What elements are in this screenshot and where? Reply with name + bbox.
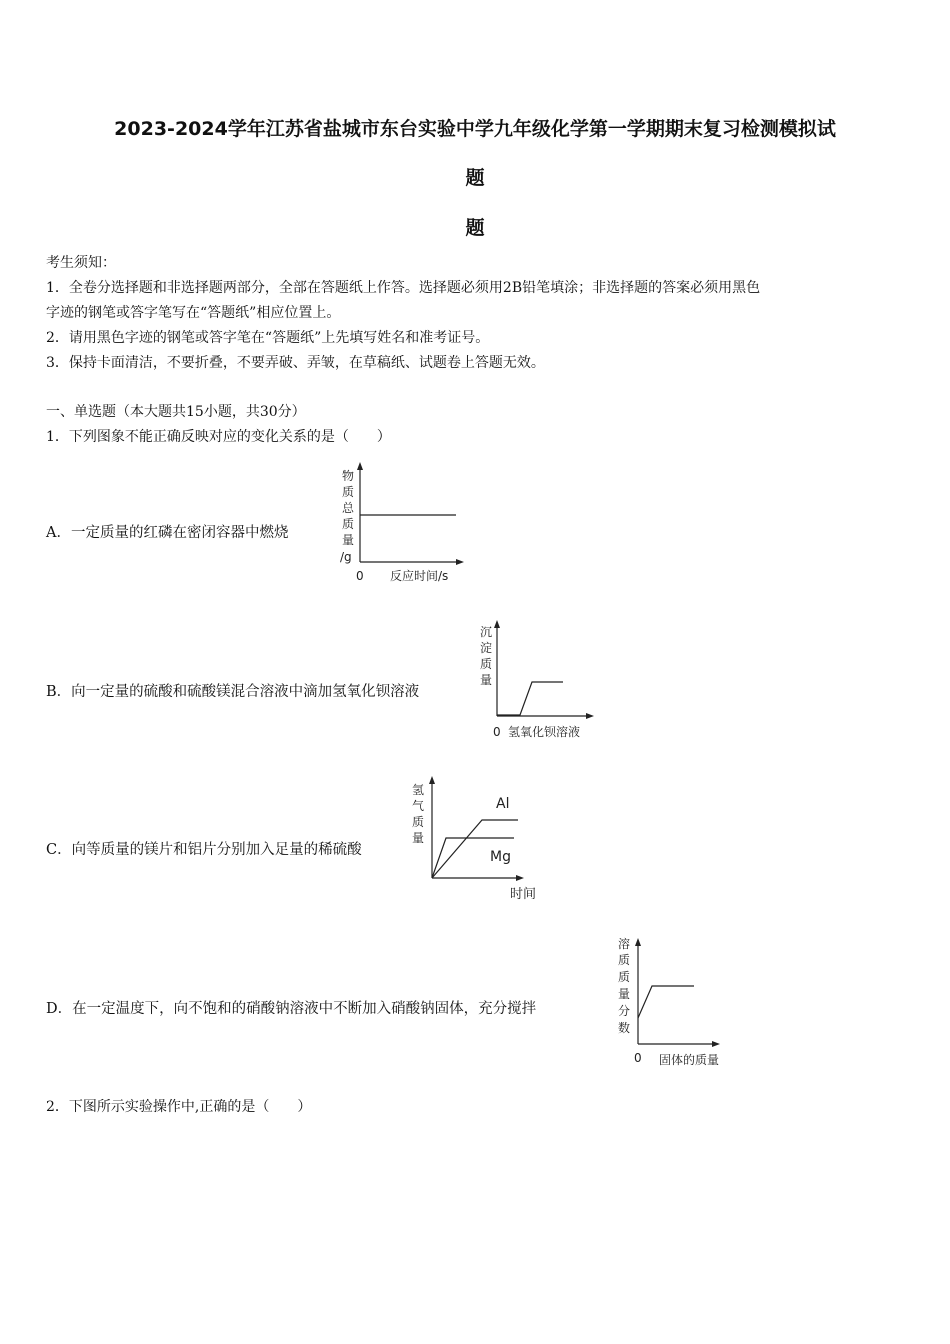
option-d-origin: 0 <box>634 1051 642 1065</box>
option-d-graph <box>612 932 732 1072</box>
option-a-origin: 0 <box>356 569 364 583</box>
option-d-y-char: 量 <box>618 987 631 1001</box>
notice-item-1-line2: 字迹的钢笔或答字笔写在“答题纸”相应位置上。 <box>46 305 341 321</box>
option-a-y-label <box>340 468 355 564</box>
option-a-graph <box>336 458 466 586</box>
option-c-x-arrow <box>516 875 524 881</box>
option-d-y-char: 质 <box>618 970 631 984</box>
notice-item-2: 2．请用黑色字迹的钢笔或答字笔在“答题纸”上先填写姓名和准考证号。 <box>46 330 490 346</box>
section-heading: 一、单选题（本大题共15小题，共30分） <box>46 404 306 420</box>
option-b-y-char: 量 <box>480 673 493 687</box>
question-2-stem: 2．下图所示实验操作中,正确的是（ ） <box>46 1099 312 1115</box>
option-a-y-char: 量 <box>342 533 355 547</box>
option-c-x-label: 时间 <box>510 887 537 902</box>
option-b-y-char: 淀 <box>480 641 493 655</box>
option-d-curve <box>638 986 694 1018</box>
option-d-y-char: 质 <box>618 953 631 967</box>
option-c-y-char: 质 <box>412 815 425 829</box>
option-c-graph <box>410 772 544 902</box>
notice-item-1-line1: 1．全卷分选择题和非选择题两部分，全部在答题纸上作答。选择题必须用2B铅笔填涂；非选择题的答案必须用黑色 <box>46 280 761 296</box>
option-a-y-char: 质 <box>342 517 355 531</box>
option-b-text: B．向一定量的硫酸和硫酸镁混合溶液中滴加氢氧化钡溶液 <box>46 684 420 700</box>
document-title-line3: 题 <box>465 217 485 239</box>
document-title-line1: 2023-2024学年江苏省盐城市东台实验中学九年级化学第一学期期末复习检测模拟试 <box>114 118 836 140</box>
option-b-graph <box>476 616 596 742</box>
option-d-text: D．在一定温度下，向不饱和的硝酸钠溶液中不断加入硝酸钠固体，充分搅拌 <box>46 1001 537 1017</box>
option-c-legend-al: Al <box>496 796 510 812</box>
option-b-y-label <box>480 625 492 687</box>
question-1-stem: 1．下列图象不能正确反映对应的变化关系的是（ ） <box>46 429 391 445</box>
option-a-y-char: /g <box>340 550 352 564</box>
option-b-x-arrow <box>586 713 594 719</box>
option-a-x-arrow <box>456 559 464 565</box>
option-c-y-char: 氢 <box>412 783 425 797</box>
option-d-y-arrow <box>635 938 641 946</box>
option-c-y-arrow <box>429 776 435 784</box>
option-c-y-label <box>412 783 424 845</box>
option-b-y-char: 质 <box>480 657 493 671</box>
option-a-y-char: 物 <box>342 469 355 483</box>
document-title-line2: 题 <box>465 167 485 189</box>
option-d-y-char: 数 <box>618 1021 631 1035</box>
option-a-x-label: 反应时间/s <box>390 569 449 583</box>
option-d-x-label: 固体的质量 <box>659 1053 720 1067</box>
option-d-y-char: 溶 <box>618 937 631 951</box>
option-c-text: C．向等质量的镁片和铝片分别加入足量的稀硫酸 <box>46 842 362 858</box>
option-b-origin: 0 <box>493 725 501 739</box>
option-d-y-label <box>618 936 630 1035</box>
option-c-legend-mg: Mg <box>490 849 511 865</box>
option-d-y-char: 分 <box>618 1004 631 1018</box>
option-c-y-char: 气 <box>412 799 425 813</box>
option-d-x-arrow <box>712 1041 720 1047</box>
notice-item-3: 3．保持卡面清洁，不要折叠，不要弄破、弄皱，在草稿纸、试题卷上答题无效。 <box>46 355 545 371</box>
option-b-y-arrow <box>494 620 500 628</box>
option-a-y-arrow <box>357 462 363 470</box>
notice-heading: 考生须知： <box>46 255 116 271</box>
option-a-y-char: 质 <box>342 485 355 499</box>
option-b-y-char: 沉 <box>480 625 493 639</box>
option-b-curve <box>497 682 563 715</box>
option-a-text: A．一定质量的红磷在密闭容器中燃烧 <box>46 525 289 541</box>
option-b-x-label: 氢氧化钡溶液 <box>508 725 581 739</box>
option-a-y-char: 总 <box>342 501 355 515</box>
option-c-y-char: 量 <box>412 831 425 845</box>
